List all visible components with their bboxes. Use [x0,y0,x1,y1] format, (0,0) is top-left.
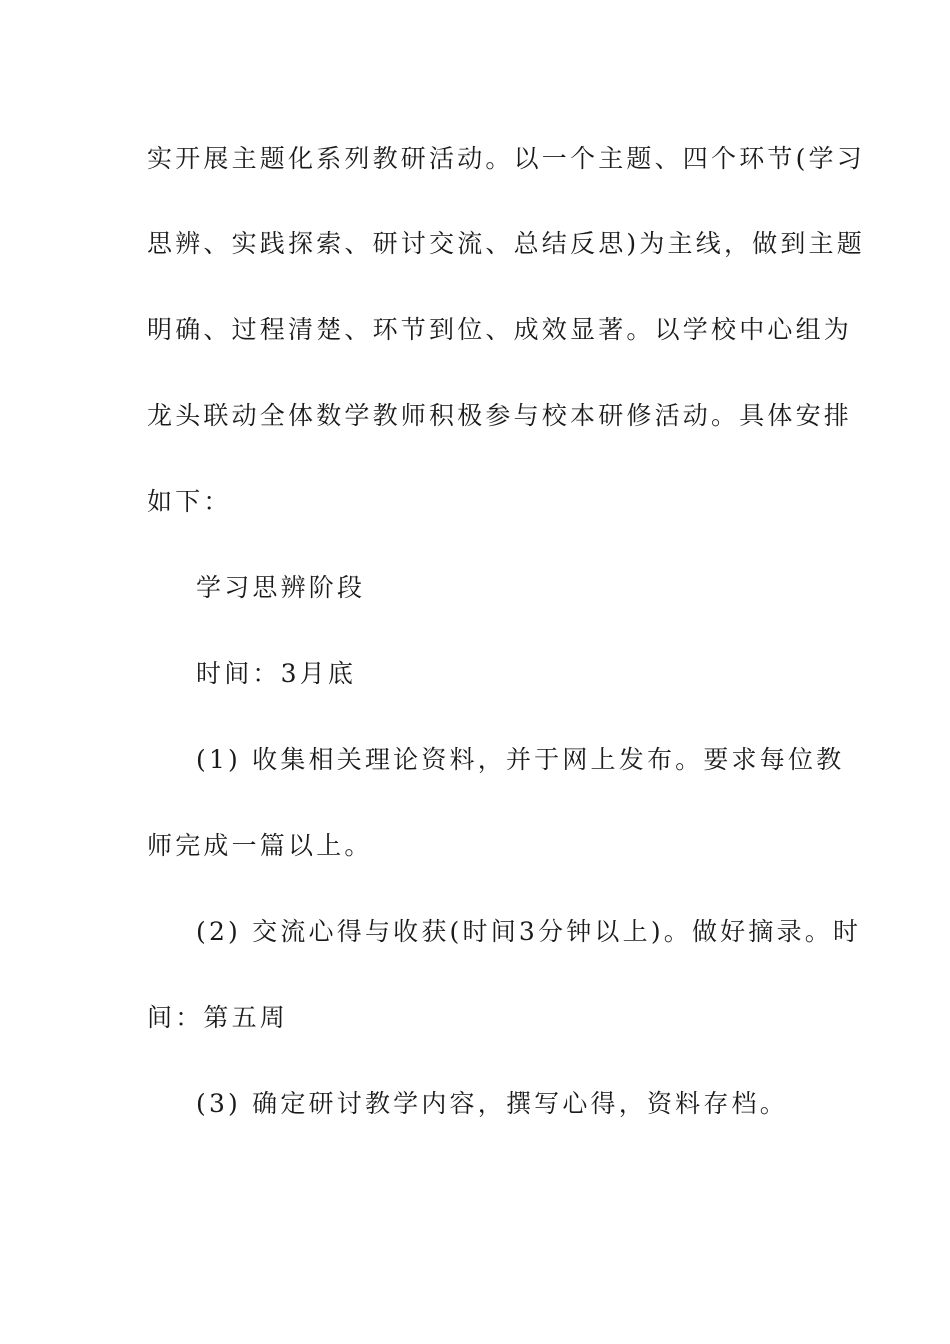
paragraph-line: 实开展主题化系列教研活动。以一个主题、四个环节(学习 [147,144,865,173]
paragraph-line: 思辨、实践探索、研讨交流、总结反思)为主线，做到主题 [147,229,865,258]
list-item-1: (1) 收集相关理论资料，并于网上发布。要求每位教 [196,745,845,774]
list-item-1-continuation: 师完成一篇以上。 [147,831,373,860]
paragraph-line: 如下： [147,487,232,516]
list-item-2-continuation: 间：第五周 [147,1003,289,1032]
section-heading: 学习思辨阶段 [196,573,366,602]
paragraph-line: 龙头联动全体数学教师积极参与校本研修活动。具体安排 [147,401,853,430]
paragraph-line: 明确、过程清楚、环节到位、成效显著。以学校中心组为 [147,315,853,344]
time-line: 时间：3月底 [196,659,357,688]
list-item-3: (3) 确定研讨教学内容，撰写心得，资料存档。 [196,1089,788,1118]
list-item-2: (2) 交流心得与收获(时间3分钟以上)。做好摘录。时 [196,917,862,946]
